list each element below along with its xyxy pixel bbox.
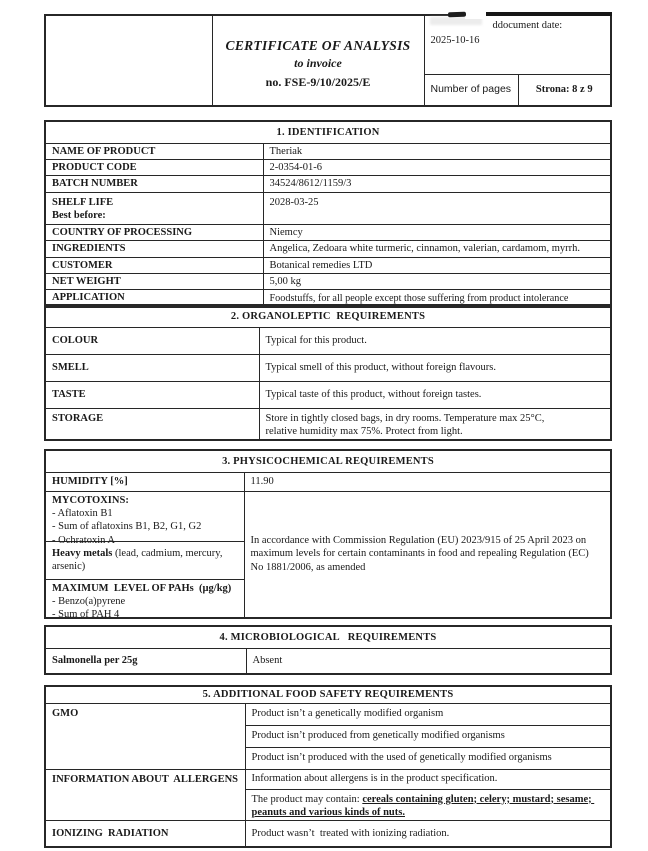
row-value: 2028-03-25: [263, 192, 611, 224]
regulation-note: In accordance with Commission Regulation (EU) 2023/915 of 25 April 2023 on maximum levels for certain contaminants in food and repealing Regulation (EC) No 1881/2006, as amended: [244, 491, 611, 618]
gmo-statement: Product isn’t produced with the used of genetically modified organisms: [245, 747, 611, 769]
row-value: Angelica, Zedoara white turmeric, cinnamon, valerian, cardamom, myrrh.: [263, 241, 611, 257]
identification-table: [44, 120, 612, 308]
document-date-label: ddocument date:: [492, 20, 563, 31]
food-safety-table: [44, 685, 612, 848]
row-value: Store in tightly closed bags, in dry rooms. Temperature max 25°C, relative humidity max 75%. Protect from light.: [259, 408, 611, 440]
row-value: 2-0354-01-6: [263, 159, 611, 175]
allergens-label: INFORMATION ABOUT ALLERGENS: [45, 769, 245, 821]
gmo-statement: Product isn’t a genetically modified organism: [245, 703, 611, 725]
number-of-pages-label: Number of pages: [424, 74, 518, 106]
mycotoxins-block: [46, 492, 244, 546]
row-label: COLOUR: [45, 327, 259, 354]
document-date-value: 2025-10-16: [430, 35, 480, 47]
row-value: Absent: [246, 648, 611, 674]
row-label: TASTE: [45, 381, 259, 408]
row-label: APPLICATION: [45, 290, 263, 307]
row-label: STORAGE: [45, 408, 259, 440]
pah-title: MAXIMUM LEVEL OF PAHs (µg/kg): [52, 582, 232, 594]
allergens-info: Information about allergens is in the product specification.: [245, 769, 611, 789]
page-counter: Strona: 8 z 9: [518, 74, 611, 106]
row-value: Botanical remedies LTD: [263, 257, 611, 273]
section-title-food-safety: 5. ADDITIONAL FOOD SAFETY REQUIREMENTS: [45, 686, 611, 703]
row-label: COUNTRY OF PROCESSING: [45, 224, 263, 240]
row-label: NAME OF PRODUCT: [45, 143, 263, 159]
humidity-value: 11.90: [244, 472, 611, 491]
microbiological-table: [44, 625, 612, 675]
row-label: SMELL: [45, 354, 259, 381]
gmo-label: GMO: [45, 703, 245, 769]
mycotoxin-item: - Sum of aflatoxins B1, B2, G1, G2: [52, 521, 202, 533]
mycotoxin-item: - Ochratoxin A: [52, 534, 115, 546]
mycotoxin-item: - Aflatoxin B1: [52, 507, 113, 519]
heavy-metals-title: Heavy metals: [52, 547, 113, 559]
physicochemical-table: [44, 449, 612, 619]
row-label: CUSTOMER: [45, 257, 263, 273]
organoleptic-table: [44, 304, 612, 441]
mycotoxins-title: MYCOTOXINS:: [52, 494, 129, 506]
heavy-metals-detail: (lead, cadmium, mercury, arsenic): [52, 547, 226, 572]
row-label: Salmonella per 25g: [45, 648, 246, 674]
row-value: Typical for this product.: [259, 327, 611, 354]
logo-area: [45, 15, 212, 106]
certificate-title: CERTIFICATE OF ANALYSIS: [225, 37, 411, 53]
section-title-identification: 1. IDENTIFICATION: [45, 121, 611, 143]
pah-item: - Benzo(a)pyrene: [52, 595, 126, 607]
humidity-label: HUMIDITY [%]: [45, 472, 244, 491]
row-value: 34524/8612/1159/3: [263, 176, 611, 192]
row-label: SHELF LIFE Best before:: [45, 192, 263, 224]
certificate-subtitle: to invoice: [294, 55, 342, 70]
document-title-cell: [212, 15, 424, 106]
gmo-statement: Product isn’t produced from genetically modified organisms: [245, 725, 611, 747]
row-label: PRODUCT CODE: [45, 159, 263, 175]
header-table: [44, 14, 612, 107]
row-label: INGREDIENTS: [45, 241, 263, 257]
row-label: NET WEIGHT: [45, 274, 263, 290]
allergens-may-contain: The product may contain: cereals containing gluten; celery; mustard; sesame; peanuts and various kinds of nuts.: [245, 789, 611, 821]
section-title-microbiological: 4. MICROBIOLOGICAL REQUIREMENTS: [45, 626, 611, 648]
heavy-metals-block: [46, 542, 244, 580]
pah-block: [46, 580, 244, 617]
scan-artifact-thick-line: [486, 12, 612, 16]
certificate-number: no. FSE-9/10/2025/E: [265, 75, 371, 90]
pah-item: - Sum of PAH 4: [52, 609, 120, 618]
section-title-organoleptic: 2. ORGANOLEPTIC REQUIREMENTS: [45, 305, 611, 327]
allergens-list: cereals containing gluten; celery; mustard; sesame; peanuts and various kinds of nuts.: [251, 793, 595, 818]
section-title-physicochemical: 3. PHYSICOCHEMICAL REQUIREMENTS: [45, 450, 611, 472]
row-value: Theriak: [263, 143, 611, 159]
row-value: Typical taste of this product, without foreign tastes.: [259, 381, 611, 408]
parameters-stack: [45, 491, 244, 618]
row-label: BATCH NUMBER: [45, 176, 263, 192]
row-value: Niemcy: [263, 224, 611, 240]
row-value: 5,00 kg: [263, 274, 611, 290]
ionizing-label: IONIZING RADIATION: [45, 821, 245, 847]
row-value: Foodstuffs, for all people except those suffering from product intolerance: [263, 290, 611, 307]
row-value: Typical smell of this product, without foreign flavours.: [259, 354, 611, 381]
ionizing-value: Product wasn’t treated with ionizing radiation.: [245, 821, 611, 847]
scan-artifact-ink-blob: [448, 12, 466, 18]
